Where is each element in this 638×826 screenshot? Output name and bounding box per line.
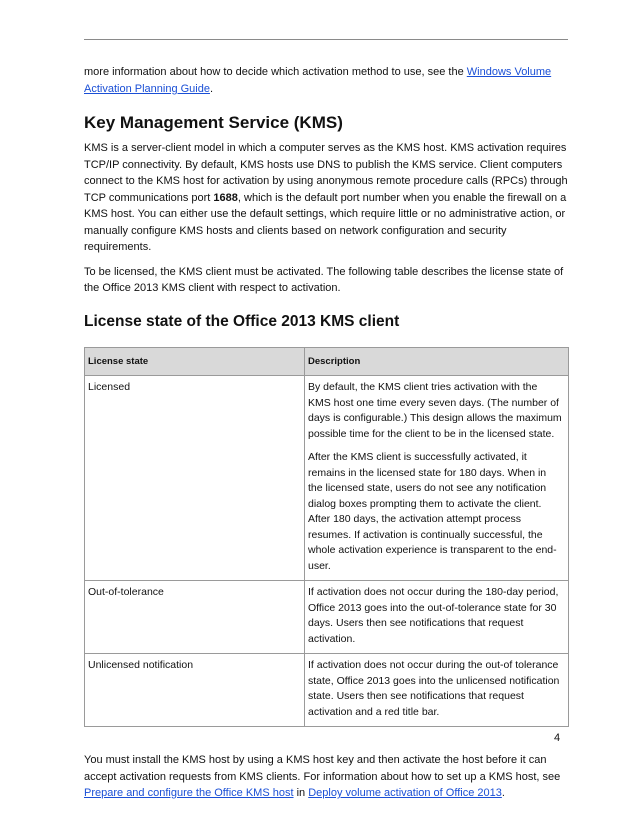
outro-paragraph (84, 752, 570, 802)
description-text: If activation does not occur during the 180-day period, Office 2013 goes into the out-of-tolerance state for 30 days. Users then see notifications that request activation. (308, 586, 559, 645)
description-text: By default, the KMS client tries activation with the KMS host one time every seven days. (The number of days is configurable.) This design allows the maximum possible time for the client to be in the licensed state. (308, 381, 562, 440)
page-number: 4 (554, 732, 561, 744)
page-content (84, 64, 570, 802)
description-cell (305, 376, 569, 581)
kms-text-a: KMS is a server-client model in which a computer serves as the KMS host. KMS activation requires TCP/IP connectivity. By default, KMS hosts use DNS to publish the KMS service. Client computers connect to the KMS host for activation by using anonymous remote procedure calls (RPCs) through TCP communications port (84, 142, 568, 204)
deploy-volume-activation-link[interactable]: Deploy volume activation of Office 2013 (308, 787, 502, 799)
license-state-table (84, 347, 569, 728)
description-text: After the KMS client is successfully activated, it remains in the licensed state for 180 days. When in the licensed state, users do not see any notification dialog boxes prompting them to activate the client. After 180 days, the activation attempt process resumes. If activation is continually successful, the whole activation experience is transparent to the end-user. (308, 451, 557, 572)
kms-paragraph (84, 140, 570, 256)
intro-paragraph (84, 64, 570, 97)
intro-text: more information about how to decide which activation method to use, see the (84, 66, 467, 78)
windows-volume-activation-link[interactable]: Windows Volume Activation Planning Guide (84, 66, 552, 95)
prepare-kms-host-link[interactable]: Prepare and configure the Office KMS host (84, 787, 294, 799)
table-header-row (85, 347, 569, 376)
kms-text-b: , which is the default port number when you enable the firewall on a KMS host. You can either use the default settings, which require little or no administrative action, or manually configure KMS hosts and clients based on network configuration and security requirements. (84, 191, 567, 253)
table-row (85, 654, 569, 727)
outro-text: in (293, 787, 309, 799)
kms-heading: Key Management Service (KMS) (84, 113, 343, 132)
header-license-state: License state (85, 347, 305, 376)
header-description: Description (305, 347, 569, 376)
licensed-intro-paragraph: To be licensed, the KMS client must be activated. The following table describes the license state of the Office 2013 KMS client with respect to activation. (84, 265, 564, 294)
table-row (85, 581, 569, 654)
state-cell: Out-of-tolerance (85, 581, 305, 654)
table-row (85, 376, 569, 581)
description-cell (305, 654, 569, 727)
state-cell: Unlicensed notification (85, 654, 305, 727)
header-rule (84, 39, 568, 40)
kms-port: 1688 (213, 191, 238, 204)
outro-text: You must install the KMS host by using a KMS host key and then activate the host before it can accept activation requests from KMS clients. For information about how to set up a KMS host, see (84, 754, 561, 783)
intro-end: . (209, 82, 214, 95)
outro-end: . (501, 787, 505, 799)
state-cell: Licensed (85, 376, 305, 581)
description-text: If activation does not occur during the out-of tolerance state, Office 2013 goes into the unlicensed notification state. Users then see notifications that request activation and a red title bar. (308, 659, 560, 718)
description-cell (305, 581, 569, 654)
license-state-heading: License state of the Office 2013 KMS client (84, 312, 400, 330)
